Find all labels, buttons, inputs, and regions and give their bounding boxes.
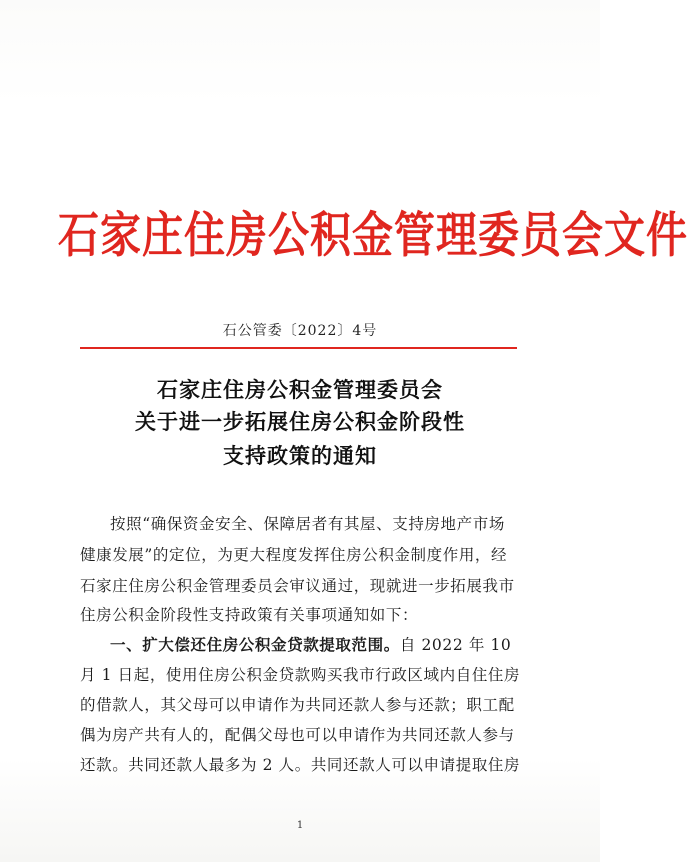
- body-paragraph-line: 住房公积金阶段性支持政策有关事项通知如下：: [80, 606, 419, 624]
- body-paragraph-line: 石家庄住房公积金管理委员会审议通过，现就进一步拓展我市: [80, 577, 515, 595]
- page-number: 1: [296, 820, 304, 831]
- body-paragraph-line: 的借款人，其父母可以申请作为共同还款人参与还款；职工配: [80, 696, 515, 714]
- notice-title-line-2: 关于进一步拓展住房公积金阶段性: [135, 410, 465, 434]
- issuer-red-header: 石家庄住房公积金管理委员会文件: [58, 206, 688, 264]
- body-paragraph-line: 月 1 日起，使用住房公积金贷款购买我市行政区域内自住住房: [80, 666, 521, 684]
- section-one-line: [110, 633, 520, 655]
- body-paragraph-line: 偶为房产共有人的，配偶父母也可以申请作为共同还款人参与: [80, 726, 515, 744]
- body-paragraph-line: 按照“确保资金安全、保障居者有其屋、支持房地产市场: [110, 515, 505, 533]
- red-separator-line: [80, 347, 517, 349]
- body-paragraph-line: 还款。共同还款人最多为 2 人。共同还款人可以申请提取住房: [80, 756, 521, 774]
- document-number: 石公管委〔2022〕4号: [222, 323, 378, 339]
- notice-title-line-3: 支持政策的通知: [223, 444, 377, 468]
- section-one-text: 自 2022 年 10: [399, 636, 512, 654]
- section-one-heading: 一、扩大偿还住房公积金贷款提取范围。: [110, 636, 400, 654]
- notice-title-line-1: 石家庄住房公积金管理委员会: [157, 378, 443, 402]
- body-paragraph-line: 健康发展”的定位，为更大程度发挥住房公积金制度作用，经: [80, 546, 508, 564]
